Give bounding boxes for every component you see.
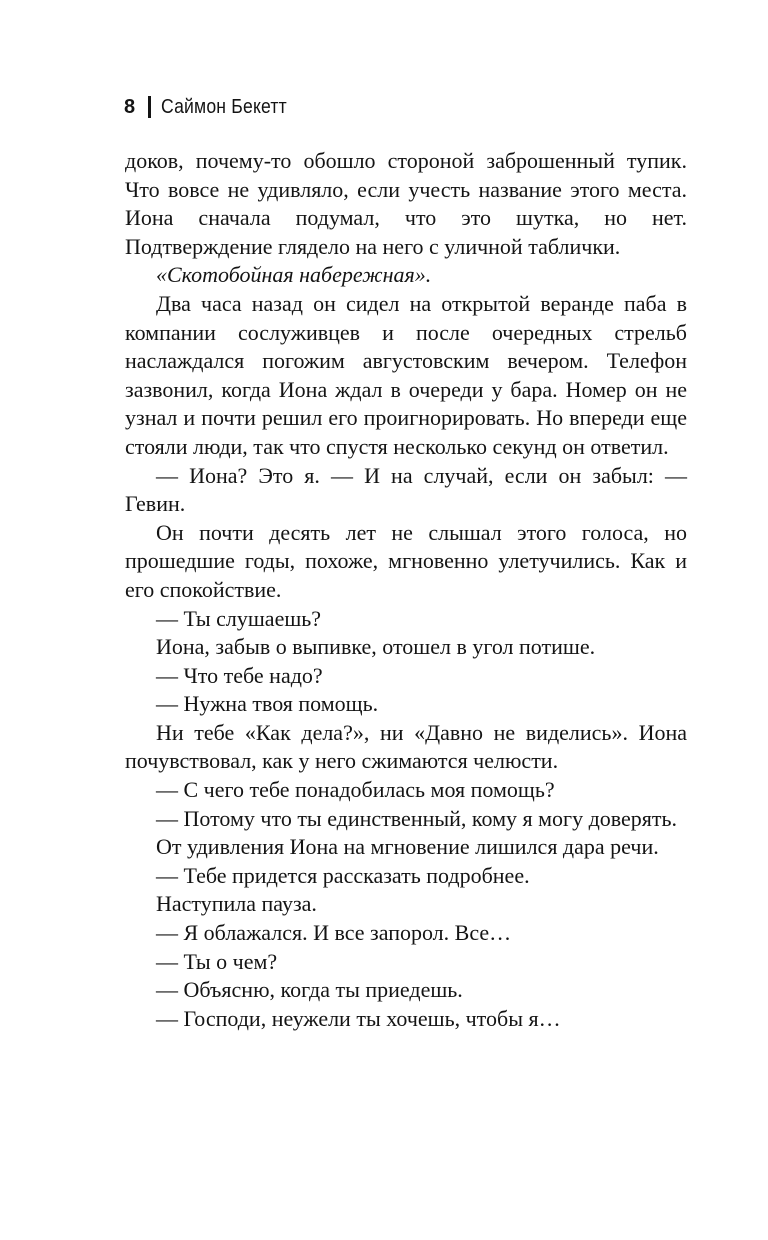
paragraph: — Я облажался. И все запорол. Все… [156, 920, 512, 946]
paragraph: Два часа назад он сидел на открытой веранде паба в компании сослуживцев и после очередных стрельб наслаждался погожим августовским вечером. Телефон зазвонил, когда Иона ждал в очереди у бара. Номер он не узнал и почти решил его проигнорировать. Но впереди еще стояли люди, так что спустя несколько секунд он ответил. [125, 290, 687, 459]
page-number: 8 [124, 95, 136, 118]
paragraph: Наступила пауза. [156, 891, 317, 917]
paragraph: «Скотобойная набережная». [156, 262, 432, 288]
body-text [125, 147, 687, 1033]
paragraph: — Нужна твоя помощь. [156, 691, 379, 717]
paragraph: От удивления Иона на мгновение лишился дара речи. [156, 834, 659, 860]
paragraph: — Иона? Это я. — И на случай, если он забыл: — Гевин. [125, 462, 687, 517]
running-head [124, 92, 304, 122]
author-name: Саймон Бекетт [161, 95, 288, 118]
paragraph: Ни тебе «Как дела?», ни «Давно не виделись». Иона почувствовал, как у него сжимаются челюсти. [125, 719, 687, 774]
paragraph: доков, почему-то обошло стороной заброшенный тупик. Что вовсе не удивляло, если учесть название этого места. Иона сначала подумал, что это шутка, но нет. Подтверждение глядело на него с уличной таблички. [125, 148, 687, 259]
paragraph: — Господи, неужели ты хочешь, чтобы я… [156, 1005, 561, 1031]
paragraph: Иона, забыв о выпивке, отошел в угол потише. [156, 634, 596, 660]
paragraph: — Объясню, когда ты приедешь. [156, 977, 463, 1003]
header-divider [148, 96, 151, 118]
paragraph: — Ты о чем? [156, 948, 278, 974]
paragraph: — С чего тебе понадобилась моя помощь? [156, 777, 555, 803]
paragraph: — Ты слушаешь? [156, 605, 322, 631]
paragraph: — Потому что ты единственный, кому я могу доверять. [156, 805, 678, 831]
paragraph: — Что тебе надо? [156, 662, 323, 688]
paragraph: — Тебе придется рассказать подробнее. [156, 862, 530, 888]
paragraph: Он почти десять лет не слышал этого голоса, но прошедшие годы, похоже, мгновенно улетучились. Как и его спокойствие. [125, 519, 687, 602]
